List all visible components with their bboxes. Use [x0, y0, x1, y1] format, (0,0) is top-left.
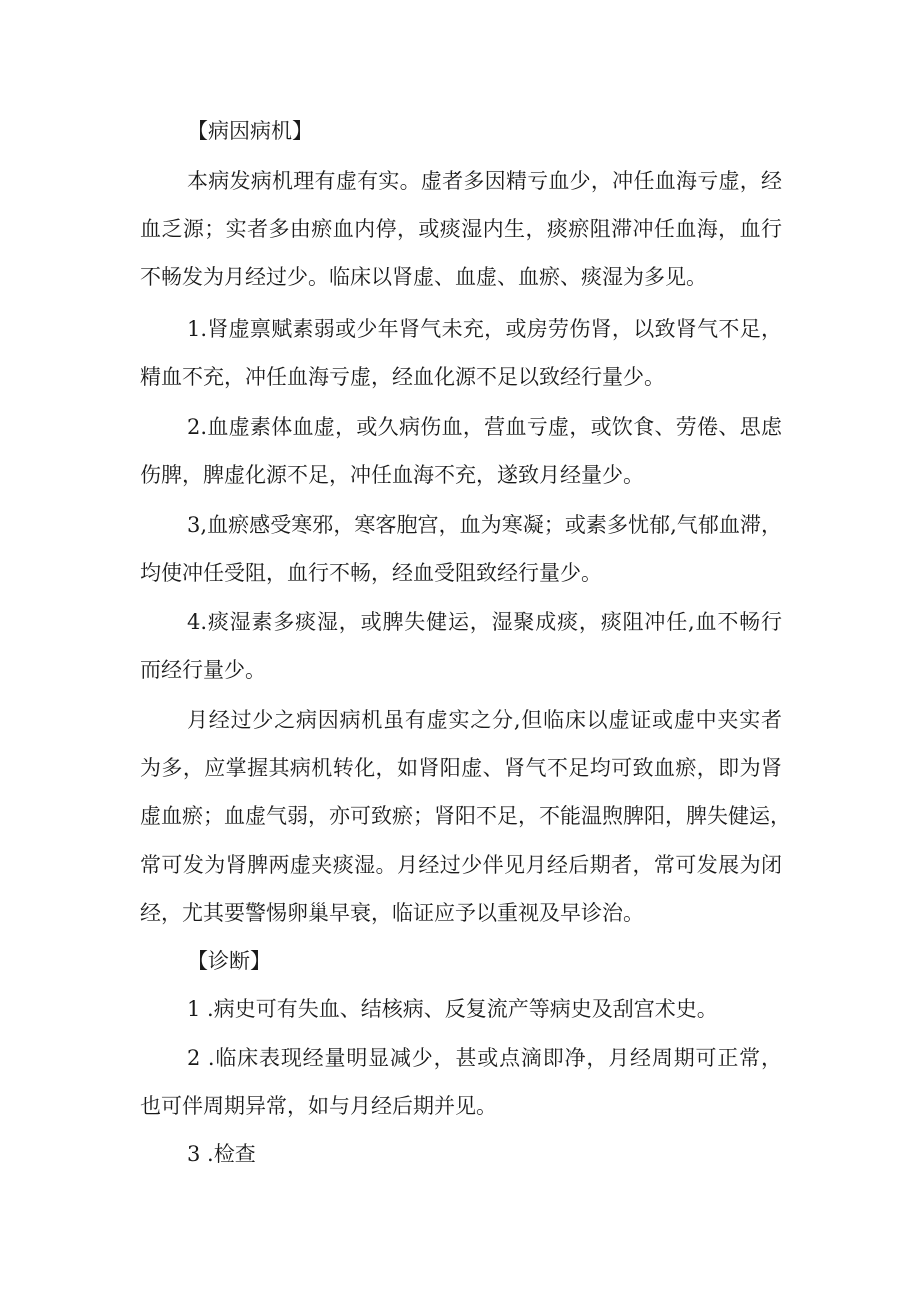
intro-line-1: 本病发病机理有虚有实。虚者多因精亏血少，冲任血海亏虚，经 [187, 169, 782, 193]
summary-line-4: 常可发为肾脾两虚夹痰湿。月经过少伴见月经后期者，常可发展为闭 [140, 853, 782, 877]
blood-deficiency-line-2: 伤脾，脾虚化源不足，冲任血海不充，遂致月经量少。 [140, 463, 644, 487]
blood-stasis-line-2: 均使冲任受阻，血行不畅，经血受阻致经行量少。 [140, 561, 602, 585]
diagnosis-clinical-line-2: 也可伴周期异常，如与月经后期并见。 [140, 1094, 497, 1118]
kidney-deficiency-line-2: 精血不充，冲任血海亏虚，经血化源不足以致经行量少。 [140, 365, 665, 389]
heading-diagnosis: 【诊断】 [187, 949, 271, 973]
kidney-deficiency-line-1: 1.肾虚禀赋素弱或少年肾气未充，或房劳伤肾，以致肾气不足， [187, 317, 782, 341]
diagnosis-clinical-line-1: 2 .临床表现经量明显减少，甚或点滴即净，月经周期可正常， [187, 1046, 782, 1070]
summary-line-1: 月经过少之病因病机虽有虚实之分,但临床以虚证或虚中夹实者 [187, 708, 782, 732]
heading-etiology: 【病因病机】 [187, 119, 313, 143]
summary-line-3: 虚血瘀；血虚气弱，亦可致瘀；肾阳不足，不能温煦脾阳，脾失健运， [140, 804, 791, 828]
intro-line-3: 不畅发为月经过少。临床以肾虚、血虚、血瘀、痰湿为多见。 [140, 265, 707, 289]
intro-line-2: 血乏源；实者多由瘀血内停，或痰湿内生，痰瘀阻滞冲任血海，血行 [140, 217, 782, 241]
blood-stasis-line-1: 3,血瘀感受寒邪，寒客胞宫，血为寒凝；或素多忧郁,气郁血滞， [187, 513, 782, 537]
summary-line-5: 经，尤其要警惕卵巢早衰，临证应予以重视及早诊治。 [140, 901, 644, 925]
phlegm-damp-line-1: 4.痰湿素多痰湿，或脾失健运，湿聚成痰，痰阻冲任,血不畅行 [187, 610, 782, 634]
blood-deficiency-line-1: 2.血虚素体血虚，或久病伤血，营血亏虚，或饮食、劳倦、思虑 [187, 415, 782, 439]
diagnosis-examination: 3 .检查 [187, 1142, 256, 1166]
summary-line-2: 为多，应掌握其病机转化，如肾阳虚、肾气不足均可致血瘀，即为肾 [140, 756, 782, 780]
phlegm-damp-line-2: 而经行量少。 [140, 658, 266, 682]
diagnosis-history: 1 .病史可有失血、结核病、反复流产等病史及刮宫术史。 [187, 997, 718, 1021]
